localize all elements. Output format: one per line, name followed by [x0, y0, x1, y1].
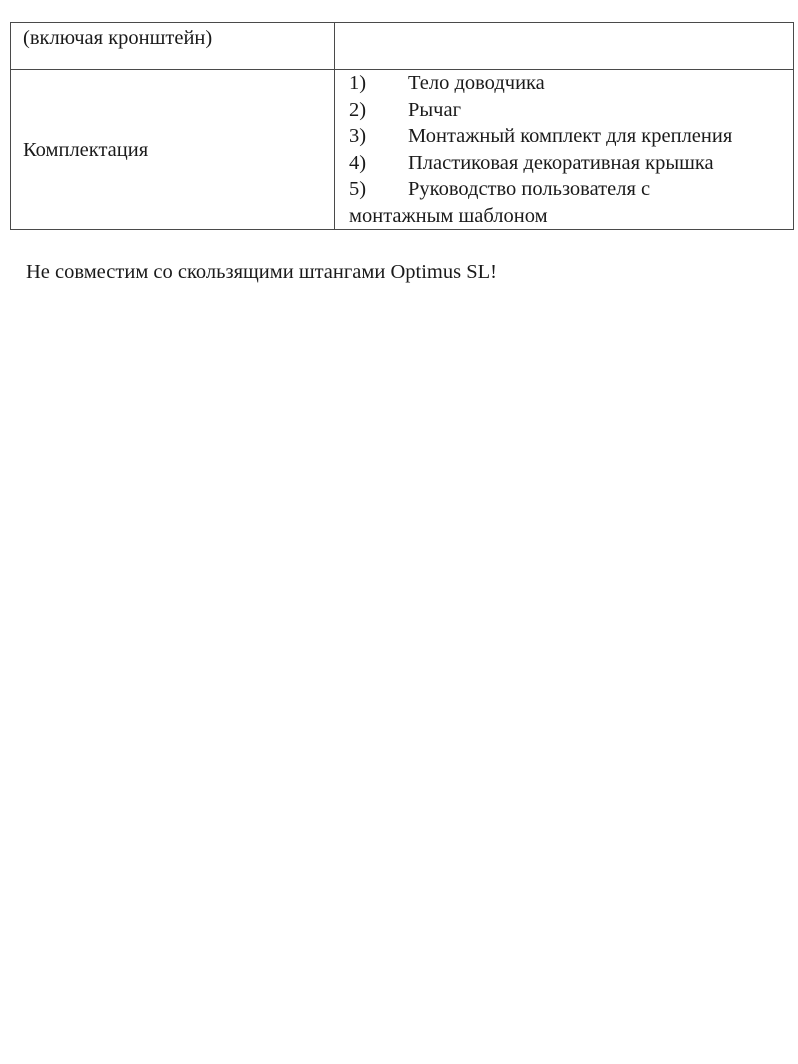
- list-item: [349, 150, 793, 177]
- table-row: [11, 70, 794, 230]
- kit-contents-list: [349, 70, 793, 229]
- list-item-text: Руководство пользователя с: [408, 178, 651, 200]
- list-item-number: 2): [349, 98, 367, 121]
- kit-contents-cell: [335, 70, 794, 230]
- spec-table: [10, 22, 794, 230]
- list-item-number: 4): [349, 151, 367, 174]
- row-label: (включая кронштейн): [11, 23, 335, 70]
- list-item-number: 5): [349, 178, 367, 200]
- list-item: [349, 176, 793, 229]
- list-item-continuation: монтажным шаблоном: [349, 204, 548, 227]
- list-item: [349, 97, 793, 124]
- list-item-number: 3): [349, 125, 367, 147]
- list-item-text: Пластиковая декоративная крышка: [408, 151, 714, 174]
- list-item: [349, 70, 793, 97]
- compatibility-note: Не совместим со скользящими штангами Optimus SL!: [26, 261, 497, 283]
- list-item-text: Рычаг: [408, 98, 461, 121]
- row-value-empty: [335, 23, 794, 70]
- table-row: [11, 23, 794, 70]
- list-item-number: 1): [349, 72, 367, 94]
- list-item-text: Тело доводчика: [408, 72, 545, 94]
- list-item: [349, 123, 793, 150]
- row-label-kit: Комплектация: [11, 70, 335, 230]
- list-item-text: Монтажный комплект для крепления: [408, 125, 733, 147]
